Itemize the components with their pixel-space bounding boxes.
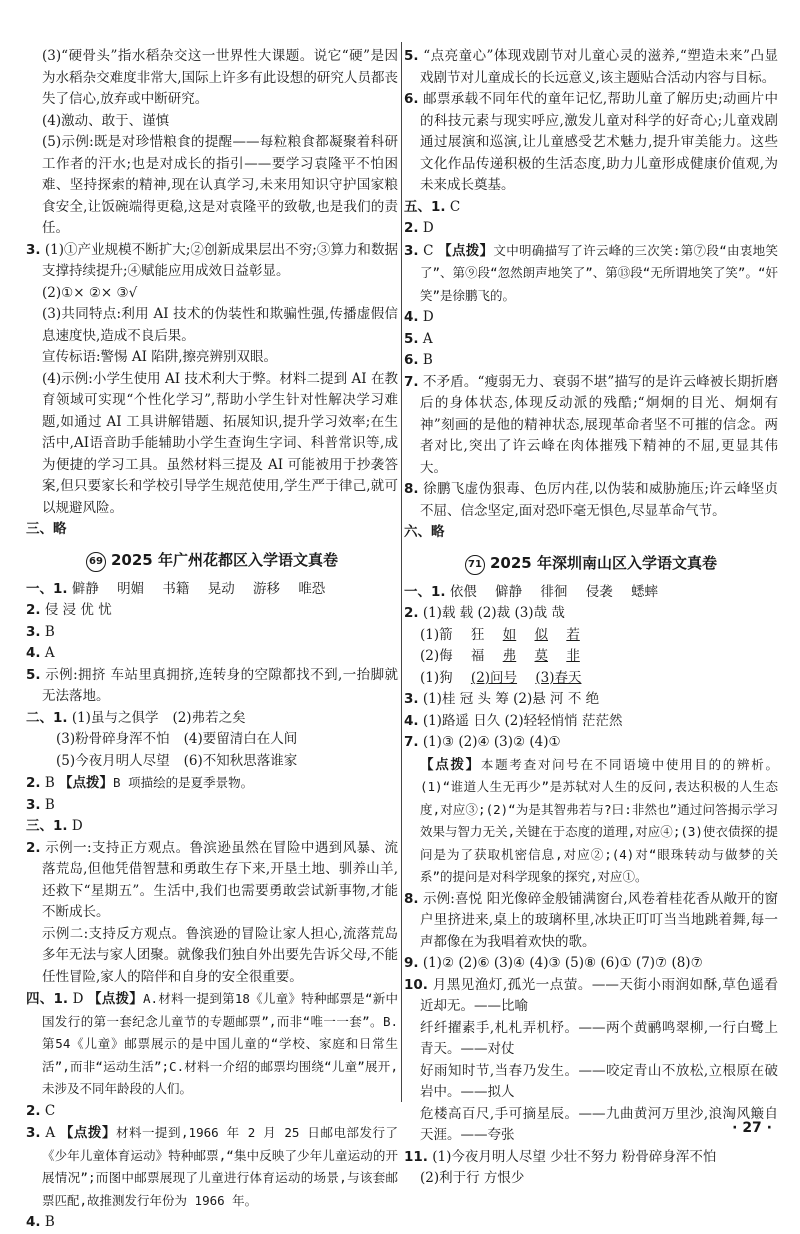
- question-3: 3. B: [26, 623, 55, 640]
- question-3: 3. A 【点拨】材料一提到,1966 年 2 月 25 日邮电部发行了《少年儿童体育运动》特种邮票,“集中反映了少年儿童运动的开展情况”;而图中邮票展现了儿童进行体育运动的场景,与该套邮票匹配,故推测发行年份为 1966 年。: [26, 1125, 398, 1208]
- question-6: 6. B: [404, 352, 433, 368]
- question-3: 3. C 【点拨】文中明确描写了许云峰的三次笑:第⑦段“由衷地笑了”、第⑨段“忽然朗声地笑了”、第⑬段“无所谓地笑了笑”。“奸笑”是徐鹏飞的。: [404, 242, 779, 303]
- question-1: 一、1. 僻静 明媚 书籍 晃动 游移 唯恐: [26, 580, 326, 597]
- question-9: 9. (1)② (2)⑥ (3)④ (4)③ (5)⑧ (6)① (7)⑦ (8)⑦: [404, 955, 703, 971]
- question-3: 3. B: [26, 796, 55, 813]
- title-number: 69: [86, 552, 106, 572]
- question-1: 五、1. C: [404, 198, 461, 215]
- question-4: 4. A: [26, 645, 55, 661]
- question-5: 3. (1)桂 冠 头 筹 (2)悬 河 不 绝: [404, 691, 600, 707]
- paragraph: (4)激动、敢于、谨慎: [42, 112, 170, 129]
- question-11: 11. (1)今夜月明人尽望 少壮不努力 粉骨碎身浑不怕: [404, 1148, 717, 1165]
- question-2: 2. C: [26, 1102, 56, 1119]
- answer-line: (5)今夜月明人尽望 (6)不知秋思落谁家: [56, 752, 298, 769]
- column-divider: [401, 42, 402, 1102]
- question-4: 4. B: [26, 1214, 55, 1230]
- answer-line: 危楼高百尺,手可摘星辰。——九曲黄河万里沙,浪淘风簸自天涯。——夸张: [420, 1105, 778, 1143]
- question-2: 2. (1)载 载 (2)裁 (3)哉 哉: [404, 605, 565, 621]
- question-1: 二、1. (1)虽与之俱学 (2)弗若之矣: [26, 709, 246, 726]
- question-5: 5. 示例:拥挤 车站里真拥挤,连转身的空隙都找不到,一抬脚就无法落地。: [26, 666, 399, 704]
- exam-title: 69 2025 年广州花都区入学语文真卷: [26, 547, 398, 573]
- paragraph: (2)①× ②× ③√: [42, 284, 138, 301]
- answer-line: (2)利于行 方恨少: [420, 1170, 525, 1186]
- question-1: 四、1. D 【点拨】A.材料一提到第18《儿童》特种邮票是“新中国发行的第一套纪念儿童节的专题邮票”,而非“唯一一套”。B.第54《儿童》邮票展示的是中国儿童的“学校、家庭和日常生活”,而非“运动生活”;C.材料一介绍的邮票均围绕“儿童”展开,未涉及不同年龄段的人们。: [26, 991, 399, 1096]
- question-2: 2. 侵 浸 优 忧: [26, 602, 112, 618]
- paragraph: 示例二:支持反方观点。鲁滨逊的冒险让家人担心,流落荒岛多年无法与家人团聚。就像我们独自外出要先告诉父母,不能任性冒险,家人的陪伴和自身的安全很重要。: [42, 925, 398, 985]
- question-2: 2. D: [404, 220, 434, 236]
- question-3: 3. (1)①产业规模不断扩大;②创新成果层出不穷;③算力和数据支撑持续提升;④赋能应用成效日益彰显。: [26, 241, 398, 279]
- exam-title: 71 2025 年深圳南山区入学语文真卷: [404, 550, 778, 576]
- section-end: 三、略: [26, 521, 67, 537]
- left-column: [26, 46, 398, 1234]
- question-2: 2. 示例一:支持正方观点。鲁滨逊虽然在冒险中遇到风暴、流落荒岛,但他凭借智慧和勇敢生存下来,开垦土地、驯养山羊,还救下“星期五”。生活中,我们也需要勇敢尝试新事物,才能不断成长。: [26, 839, 398, 920]
- question-6: 6. 邮票承载不同年代的童年记忆,帮助儿童了解历史;动画片中的科技元素与现实呼应,激发儿童对科学的好奇心;儿童戏剧通过展演和巡演,让儿童感受艺术魅力,提升审美能力。这些文化作品传递积极的生活态度,助力儿童形成健康价值观,为未来成长奠基。: [404, 91, 778, 193]
- explanation: 【点拨】本题考查对问号在不同语境中使用目的的辨析。(1)“谁道人生无再少”是苏轼对人生的反问,表达积极的人生态度,对应③;(2)“为是其智弗若与?曰:非然也”通过问答揭示学习效果与智力无关,关键在于态度的道理,对应④;(3)使衣债探的提问是为了获取机密信息,对应②;(4)对“眼珠转动与做梦的关系”的提问是对科学现象的探究,对应①。: [420, 756, 778, 884]
- question-10: 10. 月黑见渔灯,孤光一点萤。——天街小雨润如酥,草色遥看近却无。——比喻: [404, 976, 778, 1014]
- paragraph: (3)共同特点:利用 AI 技术的伪装性和欺骗性强,传播虚假信息速度快,造成不良后果。: [42, 306, 398, 344]
- question-8: 8. 徐鹏飞虚伪狠毒、色厉内荏,以伪装和威胁施压;许云峰坚贞不屈、信念坚定,面对恐吓毫无惧色,尽显革命气节。: [404, 481, 778, 519]
- paragraph: (4)示例:小学生使用 AI 技术利大于弊。材料二提到 AI 在教育领域可实现“个性化学习”,帮助小学生针对性解决学习难题,如通过 AI 工具讲解错题、拓展知识,提升学习效率;在生活中,AI语音助手能辅助小学生查询生字词、科普常识等,成为便捷的学习工具。虽然材料三提及 AI 可能被用于抄袭答案,但只要家长和学校引导学生规范使用,学生严于律己,就可以规避风险。: [42, 370, 398, 516]
- paragraph: (5)示例:既是对珍惜粮食的提醒——每粒粮食都凝聚着科研工作者的汗水;也是对成长的指引——要学习袁隆平不怕困难、坚持探索的精神,现在认真学习,未来用知识守护国家粮食安全,让饭碗端得更稳,这是对袁隆平的致敬,也是我们的责任。: [42, 134, 398, 236]
- answer-line: 纤纤擢素手,札札弄机杼。——两个黄鹂鸣翠柳,一行白鹭上青天。——对仗: [420, 1019, 778, 1057]
- question-7: 7. (1)③ (2)④ (3)② (4)①: [404, 734, 561, 750]
- answer-line: (2)侮 福 弗 莫 非: [420, 648, 580, 664]
- section-end: 六、略: [404, 524, 445, 540]
- question-5: 5. A: [404, 330, 433, 347]
- question-7: 7. 不矛盾。“瘦弱无力、衰弱不堪”描写的是许云峰被长期折磨后的身体状态,体现反动派的残酷;“炯炯的目光、炯炯有神”刻画的是他的精神状态,展现革命者坚不可摧的信念。两者对比,突出了许云峰在肉体摧残下精神的不屈,更显其伟大。: [404, 373, 778, 476]
- title-number: 71: [465, 555, 485, 575]
- answer-line: 好雨知时节,当春乃发生。——咬定青山不放松,立根原在破岩中。——拟人: [420, 1062, 778, 1100]
- question-5: 5. “点亮童心”体现戏剧节对儿童心灵的滋养,“塑造未来”凸显戏剧节对儿童成长的长远意义,该主题贴合活动内容与目标。: [404, 48, 778, 86]
- answer-line: (1)箭 狂 如 似 若: [420, 626, 580, 643]
- question-1: 三、1. D: [26, 818, 83, 834]
- question-1: 一、1. 依偎 僻静 徘徊 侵袭 蟋蟀: [404, 583, 659, 600]
- paragraph: 宣传标语:警惕 AI 陷阱,擦亮辨别双眼。: [42, 349, 278, 365]
- question-6: 4. (1)路遥 日久 (2)轻轻悄悄 茫茫然: [404, 712, 623, 729]
- question-2: 2. B 【点拨】B 项描绘的是夏季景物。: [26, 775, 254, 791]
- answer-line: (3)粉骨碎身浑不怕 (4)要留清白在人间: [56, 731, 298, 747]
- answer-line: (1)狗 (2)问号 (3)春天: [420, 669, 582, 686]
- paragraph: (3)“硬骨头”指水稻杂交这一世界性大课题。说它“硬”是因为水稻杂交难度非常大,国际上许多有此设想的研究人员都丧失了信心,放弃或中断研究。: [42, 48, 398, 107]
- right-column: [404, 46, 778, 1190]
- question-8: 8. 示例:喜悦 阳光像碎金般铺满窗台,风卷着桂花香从敞开的窗户里挤进来,桌上的玻璃杯里,冰块正叮叮当当地跳着舞,每一声都像在为我唱着欢快的歌。: [404, 890, 778, 950]
- question-4: 4. D: [404, 309, 434, 325]
- page-number: · 27 ·: [732, 1120, 772, 1136]
